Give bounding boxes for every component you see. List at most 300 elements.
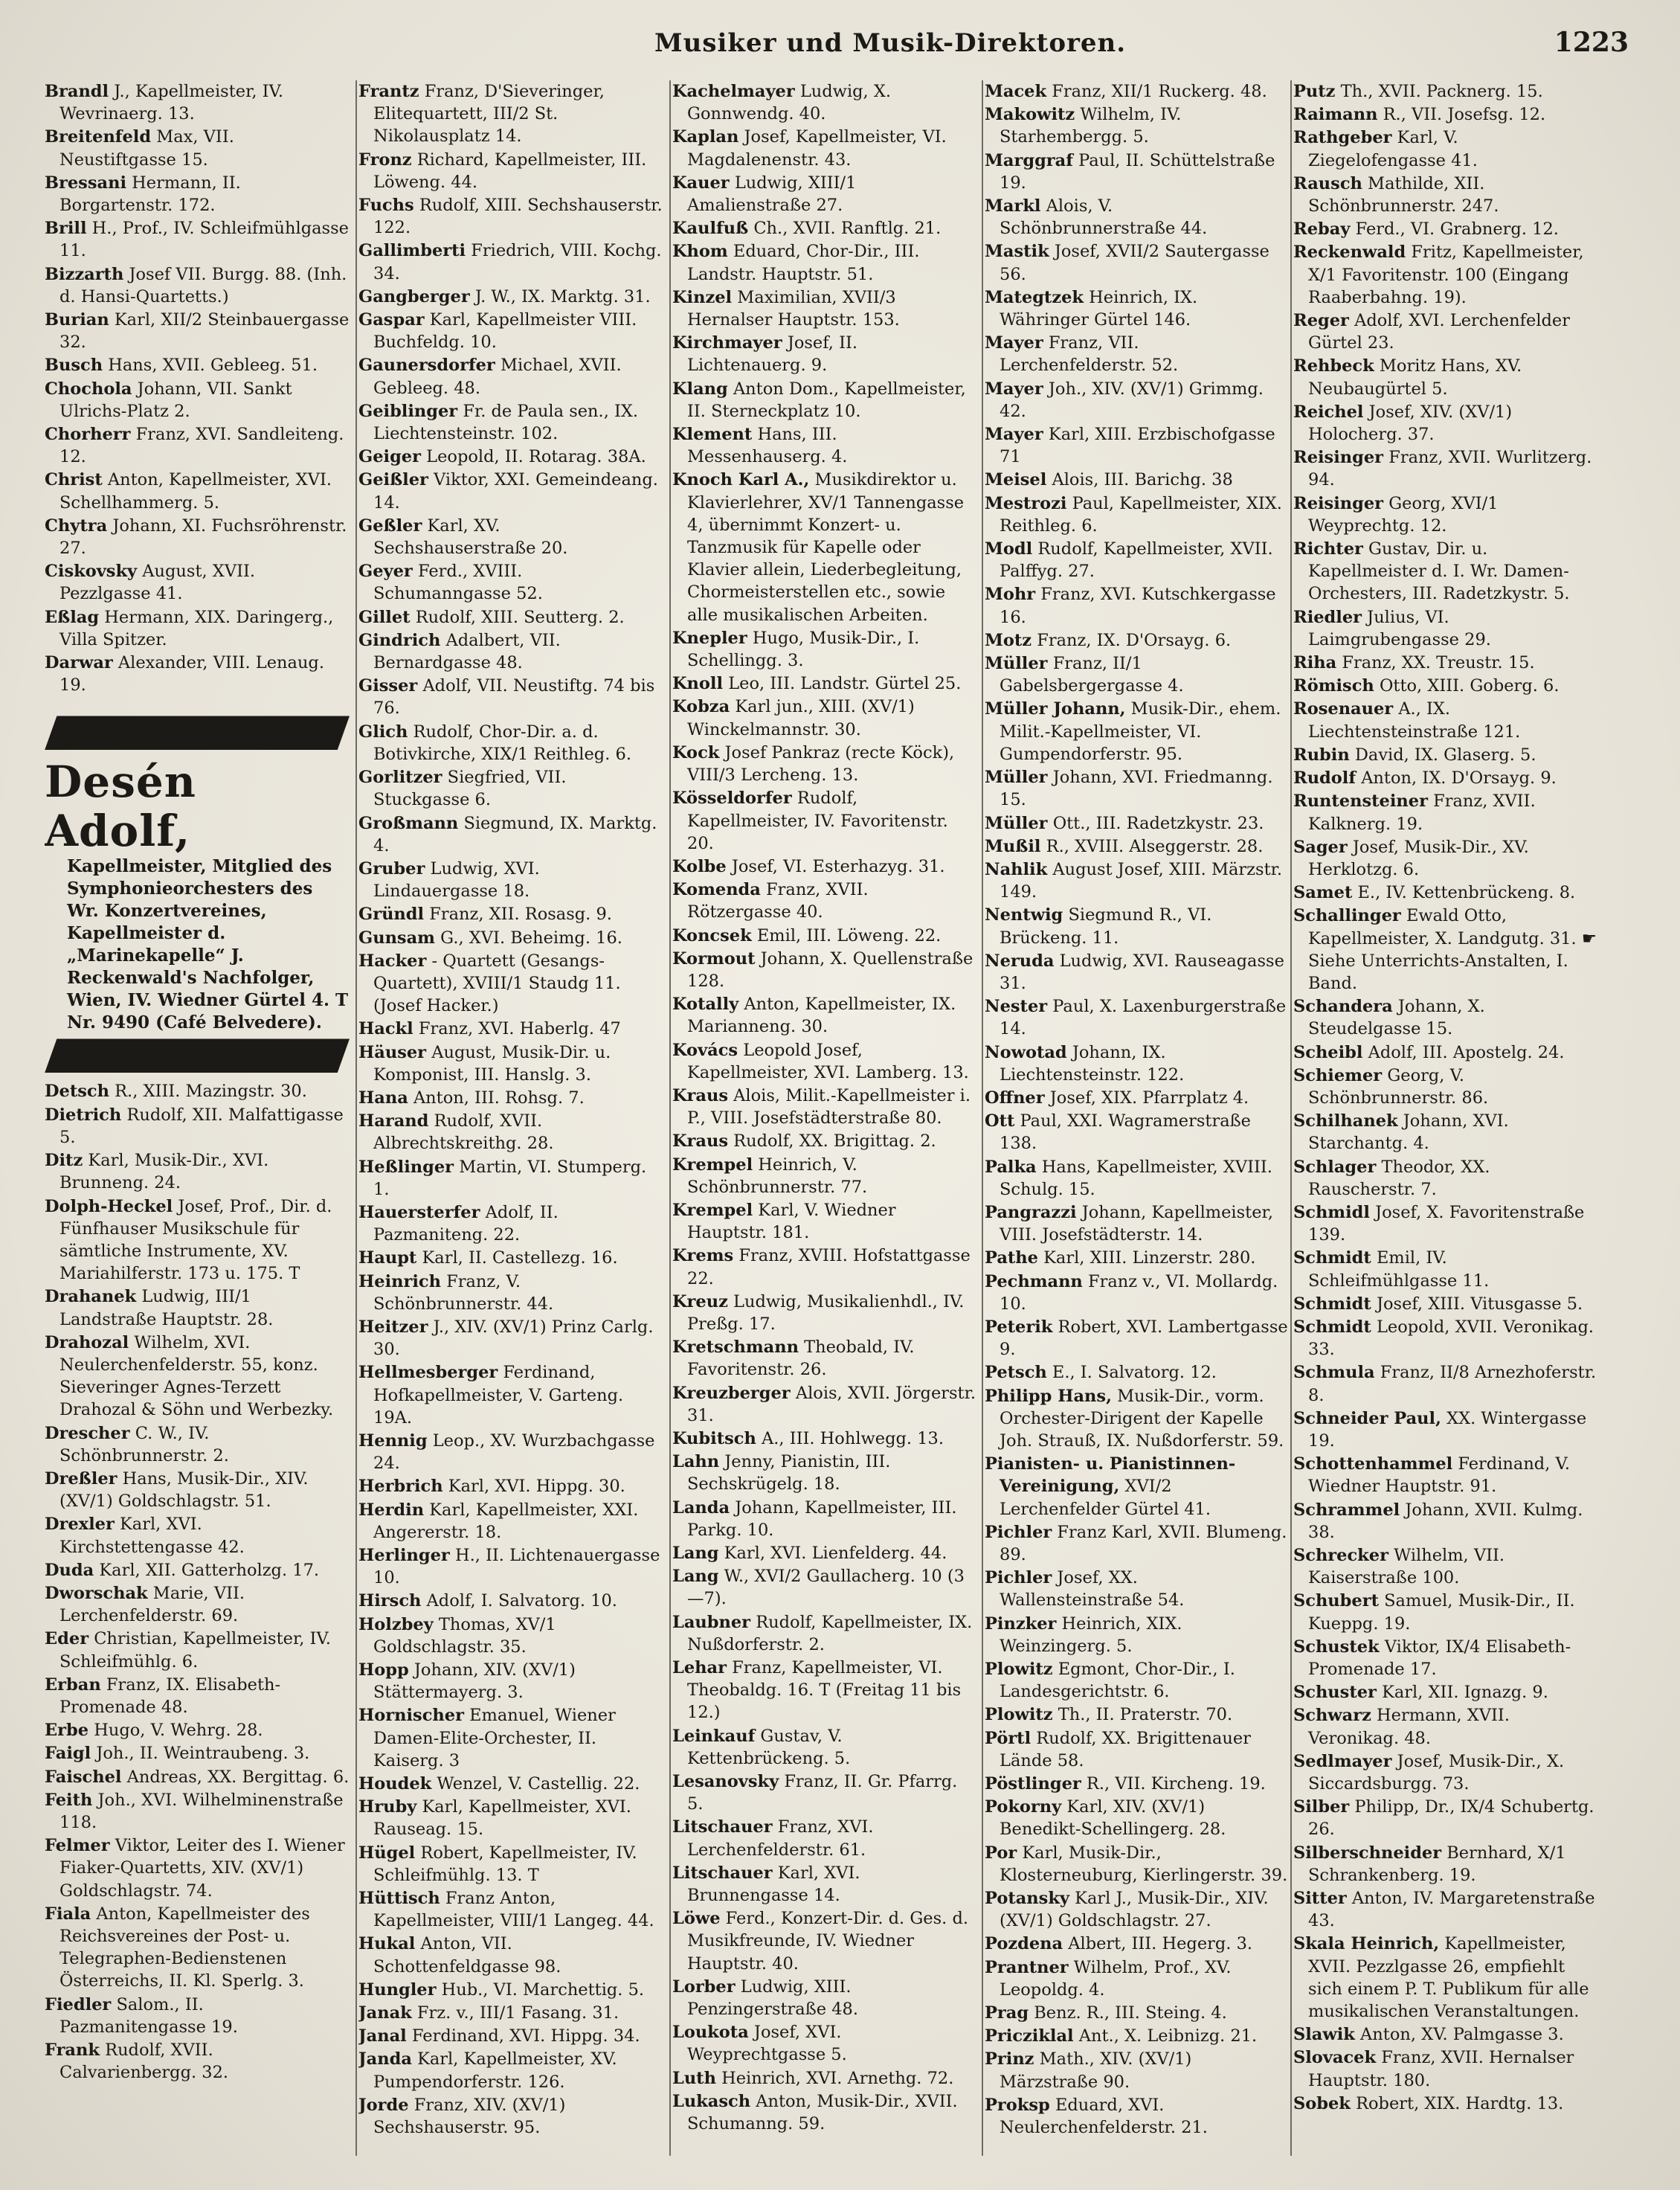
directory-entry (358, 446, 663, 468)
entry-details: Josef, XIII. Vitusgasse 5. (1376, 1294, 1583, 1314)
directory-entry (672, 1976, 977, 2020)
entry-details: Friedrich, VIII. Kochg. 34. (373, 241, 662, 283)
directory-entry (985, 583, 1290, 628)
directory-entry (985, 1385, 1290, 1453)
entry-details: Josef, XVII/2 Sautergasse 56. (1000, 242, 1269, 284)
directory-entry (672, 1497, 977, 1541)
directory-entry (985, 2002, 1290, 2024)
entry-name: Klement (672, 425, 753, 445)
directory-entry (358, 1018, 663, 1040)
entry-name: Geiger (358, 447, 421, 467)
entry-details: Franz v., VI. Mollardg. 10. (1000, 1271, 1278, 1314)
entry-name: Häuser (358, 1042, 427, 1062)
entry-details: Viktor, IX/4 Elisabeth-Promenade 17. (1308, 1637, 1571, 1680)
directory-entry (985, 286, 1290, 331)
entry-details: Hans, Musik-Dir., XIV. (XV/1) Goldschlagstr. 51. (59, 1468, 309, 1512)
entry-details: Paul, XXI. Wagramerstraße 138. (1000, 1111, 1251, 1154)
directory-entry (672, 1816, 977, 1860)
directory-entry (1293, 1041, 1598, 1064)
directory-entry (672, 948, 977, 992)
entry-name: Krems (672, 1246, 734, 1266)
entry-name: Mohr (985, 585, 1036, 605)
entry-details: Jenny, Pianistin, III. Sechskrügelg. 18. (687, 1452, 891, 1494)
entry-name: Ott (985, 1111, 1015, 1131)
entry-details: Marie, VII. Lerchenfelderstr. 69. (59, 1583, 245, 1626)
entry-name: Gaspar (358, 310, 425, 330)
entry-name: Müller Johann, (985, 699, 1126, 719)
directory-entry (985, 1247, 1290, 1269)
entry-details: Franz, II/8 Arnezhoferstr. 8. (1308, 1363, 1597, 1405)
entry-name: Gorlitzer (358, 768, 442, 788)
entry-details: R., VII. Josefsg. 12. (1383, 105, 1546, 125)
directory-entry (672, 742, 977, 786)
directory-entry (358, 1361, 663, 1429)
entry-details: Johann, IX. Liechtensteinstr. 122. (1000, 1042, 1185, 1085)
entry-name: Burian (45, 310, 109, 330)
directory-entry (358, 1796, 663, 1840)
directory-entry (1293, 1453, 1598, 1497)
directory-entry (672, 1154, 977, 1198)
entry-name: Kreuz (672, 1291, 728, 1311)
entry-details: Adolf, XVI. Lerchenfelder Gürtel 23. (1308, 311, 1570, 353)
entry-name: Christ (45, 470, 103, 490)
entry-name: Palka (985, 1157, 1037, 1177)
entry-details: Wenzel, V. Castellig. 22. (437, 1774, 640, 1794)
directory-entry (672, 1770, 977, 1815)
entry-name: Gallimberti (358, 241, 466, 261)
entry-details: G., XVI. Beheimg. 16. (440, 928, 622, 948)
entry-details: Michael, XVII. Gebleeg. 48. (373, 356, 622, 398)
directory-entry (45, 1766, 350, 1788)
entry-name: Kock (672, 742, 720, 762)
directory-entry (45, 1104, 350, 1149)
entry-name: Meisel (985, 470, 1047, 490)
directory-entry (985, 1361, 1290, 1384)
entry-name: Hacker (358, 951, 427, 971)
entry-name: Petsch (985, 1363, 1047, 1383)
entry-details: Siegmund R., VI. Brückeng. 11. (1000, 905, 1212, 948)
entry-details: Emil, IV. Schleifmühlgasse 11. (1308, 1248, 1490, 1291)
entry-details: Karl, XIII. Erzbischofgasse 71 (1000, 425, 1275, 467)
entry-name: Sager (1293, 837, 1348, 857)
entry-details: Anton Dom., Kapellmeister, II. Sterneckplatz 10. (687, 379, 966, 421)
directory-entry (985, 195, 1290, 240)
entry-details: Johann, X. Steudelgasse 15. (1308, 997, 1485, 1039)
entry-details: Ferdinand, Hofkapellmeister, V. Garteng. 19A. (373, 1363, 624, 1428)
directory-entry (358, 903, 663, 925)
entry-name: Nentwig (985, 905, 1063, 925)
entry-details: Karl, Musik-Dir., Klosterneuburg, Kierlingerstr. 39. (1000, 1843, 1288, 1885)
entry-name: Kauer (672, 173, 730, 193)
entry-details: Hermann, II. Borgartenstr. 172. (59, 173, 241, 216)
directory-entry (985, 103, 1290, 148)
directory-entry (672, 1451, 977, 1495)
entry-details: Max, VII. Neustiftgasse 15. (59, 127, 234, 170)
entry-details: Rudolf, Kapellmeister, XVII. Palffyg. 27. (1000, 539, 1273, 582)
entry-list (45, 80, 350, 696)
directory-entry (45, 1719, 350, 1741)
entry-details: Karl, XVI. Kirchstettengasse 42. (59, 1515, 245, 1557)
entry-name: Krempel (672, 1155, 753, 1175)
directory-entry (358, 766, 663, 811)
directory-entry (672, 1336, 977, 1381)
directory-entry (985, 240, 1290, 285)
entry-details: Rudolf, XIII. Seutterg. 2. (415, 607, 625, 627)
entry-name: Heitzer (358, 1317, 428, 1337)
entry-name: Mategtzek (985, 287, 1084, 307)
directory-entry (358, 194, 663, 239)
directory-entry (45, 469, 350, 513)
directory-entry (672, 1428, 977, 1450)
entry-name: Pozdena (985, 1934, 1063, 1954)
directory-entry (358, 1659, 663, 1703)
entry-details: Richard, Kapellmeister, III. Löweng. 44. (373, 150, 647, 192)
entry-details: August, XVII. Pezzlgasse 41. (59, 562, 256, 604)
entry-name: Kraus (672, 1131, 729, 1152)
directory-entry (985, 904, 1290, 948)
entry-name: Fronz (358, 150, 412, 170)
entry-name: Pangrazzi (985, 1202, 1077, 1222)
entry-details: Karl, II. Castellezg. 16. (422, 1248, 618, 1268)
entry-details: Alexander, VIII. Lenaug. 19. (59, 653, 324, 696)
entry-details: Anton, IV. Margaretenstraße 43. (1308, 1889, 1595, 1931)
entry-name: Schandera (1293, 997, 1393, 1017)
directory-entry (45, 172, 350, 216)
entry-name: Pianisten- u. Pianistinnen-Vereinigung, (985, 1454, 1236, 1497)
directory-entry (45, 1582, 350, 1627)
entry-name: Kretschmann (672, 1338, 799, 1358)
entry-name: Schmidt (1293, 1248, 1371, 1268)
entry-name: Hungler (358, 1979, 437, 2000)
column-4 (985, 80, 1290, 2163)
entry-name: Schuster (1293, 1683, 1377, 1703)
entry-details: Paul, Kapellmeister, XIX. Reithleg. 6. (1000, 493, 1282, 536)
entry-name: Schneider Paul, (1293, 1408, 1441, 1428)
entry-name: Hirsch (358, 1591, 422, 1611)
directory-entry (985, 80, 1290, 103)
directory-entry (1293, 1842, 1598, 1886)
entry-name: Holzbey (358, 1614, 434, 1634)
entry-name: Lahn (672, 1452, 720, 1472)
entry-name: Philipp Hans, (985, 1386, 1112, 1406)
directory-entry (985, 1956, 1290, 2001)
entry-details: Franz, IX. Elisabeth-Promenade 48. (59, 1674, 281, 1717)
entry-name: Hana (358, 1088, 408, 1108)
entry-details: Karl J., Musik-Dir., XIV. (XV/1) Goldschlagstr. 27. (1000, 1889, 1269, 1931)
entry-details: Martin, VI. Stumperg. 1. (373, 1157, 647, 1199)
directory-entry (1293, 80, 1598, 103)
entry-name: Richter (1293, 539, 1363, 559)
entry-name: Busch (45, 356, 103, 376)
directory-entry (985, 629, 1290, 652)
entry-details: Ludwig, XVI. Rauseagasse 31. (1000, 951, 1284, 993)
directory-entry (672, 1245, 977, 1289)
column-1 (45, 80, 350, 2163)
entry-details: Emanuel, Wiener Damen-Elite-Orchester, II. Kaiserg. 3 (373, 1706, 616, 1770)
entry-details: Siegmund, IX. Marktg. 4. (373, 813, 657, 855)
entry-name: Großmann (358, 813, 459, 833)
entry-name: Silber (1293, 1797, 1350, 1817)
directory-entry (358, 2002, 663, 2024)
directory-entry (45, 606, 350, 651)
entry-details: Anton, Kapellmeister, XVI. Schellhammerg. 5. (59, 470, 332, 513)
entry-details: Franz Karl, XVII. Blumeng. 89. (1000, 1522, 1287, 1564)
directory-entry (45, 80, 350, 125)
entry-name: Samet (1293, 883, 1353, 903)
entry-name: Marggraf (985, 150, 1073, 170)
directory-entry (672, 855, 977, 878)
directory-entry (358, 858, 663, 902)
directory-entry (985, 766, 1290, 811)
entry-name: Pechmann (985, 1271, 1083, 1291)
entry-name: Ditz (45, 1151, 83, 1171)
entry-name: Schmidl (1293, 1202, 1370, 1222)
entry-details: Johann, XVI. Starchantg. 4. (1308, 1111, 1509, 1154)
entry-details: Ferdinand, XVI. Hippg. 34. (411, 2026, 640, 2046)
directory-entry (45, 1422, 350, 1467)
entry-name: Schmula (1293, 1363, 1375, 1383)
entry-details: Adolf, I. Salvatorg. 10. (426, 1591, 617, 1611)
directory-entry (45, 1994, 350, 2038)
directory-entry (1293, 606, 1598, 651)
entry-details: Th., XVII. Packnerg. 15. (1340, 82, 1543, 101)
entry-details: Anton, IX. D'Orsayg. 9. (1361, 768, 1557, 789)
directory-entry (358, 354, 663, 399)
directory-entry (45, 1080, 350, 1102)
entry-details: E., I. Salvatorg. 12. (1052, 1363, 1217, 1383)
entry-details: Karl, Kapellmeister, XXI. Angererstr. 18. (373, 1500, 639, 1542)
entry-name: Motz (985, 630, 1032, 650)
entry-name: Silberschneider (1293, 1843, 1442, 1863)
directory-entry (1293, 995, 1598, 1040)
entry-details: Alois, XVII. Jörgerstr. 31. (687, 1383, 976, 1425)
entry-name: Schlager (1293, 1157, 1377, 1177)
entry-name: Römisch (1293, 676, 1374, 696)
entry-details: H., II. Lichtenauergasse 10. (373, 1546, 660, 1588)
entry-name: Ciskovsky (45, 562, 138, 582)
entry-name: Kinzel (672, 287, 733, 307)
entry-details: Hermann, XIX. Daringerg., Villa Spitzer. (59, 607, 334, 649)
directory-entry (1293, 1201, 1598, 1246)
directory-entry (358, 927, 663, 949)
entry-details: Joh., XVI. Wilhelminenstraße 118. (59, 1790, 344, 1832)
entry-name: Müller (985, 813, 1048, 833)
directory-entry (1293, 1065, 1598, 1109)
entry-details: J., Kapellmeister, IV. Wevrinaerg. 13. (59, 82, 284, 124)
entry-name: Darwar (45, 653, 113, 673)
entry-details: J. W., IX. Marktg. 31. (474, 286, 651, 306)
entry-name: Pokorny (985, 1797, 1062, 1817)
directory-entry (358, 1247, 663, 1269)
column-5 (1293, 80, 1598, 2163)
entry-name: Brandl (45, 82, 109, 101)
entry-name: Pathe (985, 1248, 1038, 1268)
directory-entry (985, 1613, 1290, 1657)
entry-name: Schwarz (1293, 1706, 1371, 1726)
column-divider (355, 80, 357, 2156)
entry-name: Rubin (1293, 745, 1350, 765)
entry-details: Anton, VII. Schottenfeldgasse 98. (373, 1934, 561, 1977)
entry-details: Karl, XIV. (XV/1) Benedikt-Schellingerg. 28. (1000, 1797, 1226, 1840)
entry-details: Karl, XII. Gatterholzg. 17. (99, 1560, 320, 1580)
entry-name: Geyer (358, 562, 413, 582)
entry-name: Rosenauer (1293, 699, 1394, 719)
directory-entry (358, 1842, 663, 1886)
entry-name: Gunsam (358, 928, 435, 948)
entry-details: Johann, XIV. (XV/1) Stättermayerg. 3. (373, 1660, 576, 1703)
entry-details: Salom., II. Pazmanitengasse 19. (59, 1994, 238, 2037)
directory-entry (45, 378, 350, 423)
entry-name: Fiala (45, 1904, 91, 1924)
directory-entry (358, 2094, 663, 2139)
directory-entry (45, 2039, 350, 2084)
entry-name: Frantz (358, 82, 419, 101)
entry-details: Franz, XVII. Hernalser Hauptstr. 180. (1308, 2048, 1574, 2090)
entry-details: Fritz, Kapellmeister, X/1 Favoritenstr. 100 (Eingang Raaberbahng. 19). (1308, 243, 1584, 307)
ad-bar-bottom (45, 1038, 350, 1073)
entry-name: Mußil (985, 836, 1041, 856)
directory-entry (985, 698, 1290, 765)
directory-entry (45, 1903, 350, 1993)
directory-entry (1293, 882, 1598, 904)
directory-entry (1293, 836, 1598, 881)
entry-name: Drahanek (45, 1287, 137, 1307)
entry-name: Hopp (358, 1660, 409, 1680)
entry-details: Math., XIV. (XV/1) Märzstraße 90. (1000, 2049, 1192, 2092)
entry-details: Heinrich, XIX. Weinzingerg. 5. (1000, 1613, 1182, 1656)
entry-details: Eduard, XVI. Neulerchenfelderstr. 21. (1000, 2095, 1208, 2138)
entry-name: Slawik (1293, 2025, 1355, 2045)
entry-name: Geßler (358, 516, 422, 536)
directory-entry (1293, 1590, 1598, 1634)
entry-details: H., Prof., IV. Schleifmühlgasse 11. (59, 219, 349, 261)
directory-entry (358, 606, 663, 629)
directory-entry (45, 1559, 350, 1582)
entry-name: Knoll (672, 674, 724, 694)
directory-entry (672, 80, 977, 125)
entry-name: Prantner (985, 1957, 1069, 1977)
directory-entry (985, 2048, 1290, 2093)
entry-details: XVI/2 Lerchenfelder Gürtel 41. (1000, 1477, 1211, 1519)
entry-name: Schottenhammel (1293, 1454, 1453, 1474)
entry-list (672, 80, 977, 2135)
entry-name: Hennig (358, 1430, 428, 1451)
entry-name: Pöstlinger (985, 1774, 1081, 1794)
entry-details: Benz. R., III. Steing. 4. (1034, 2003, 1227, 2023)
entry-name: Geißler (358, 470, 428, 490)
directory-entry (358, 721, 663, 765)
directory-entry (985, 1703, 1290, 1726)
entry-details: Leopold, II. Rotarag. 38A. (426, 447, 646, 467)
directory-entry (672, 1657, 977, 1724)
entry-name: Gruber (358, 858, 425, 879)
entry-name: Potansky (985, 1889, 1069, 1909)
directory-entry (1293, 2023, 1598, 2046)
entry-name: Janda (358, 2049, 412, 2069)
entry-details: Franz, XVI. Haberlg. 47 (418, 1019, 621, 1039)
directory-entry (1293, 401, 1598, 446)
entry-details: Anton, Musik-Dir., XVII. Schumanng. 59. (687, 2091, 958, 2134)
entry-details: Franz, XIV. (XV/1) Sechshauserstr. 95. (373, 2095, 566, 2138)
entry-name: Duda (45, 1560, 94, 1580)
directory-entry (985, 469, 1290, 491)
entry-name: Lukasch (672, 2091, 751, 2111)
entry-details: Gustav, Dir. u. Kapellmeister d. I. Wr. Damen-Orchesters, III. Radetzkystr. 5. (1308, 539, 1570, 604)
directory-entry (358, 1887, 663, 1932)
entry-name: Hackl (358, 1019, 413, 1039)
entry-details: Franz, II/1 Gabelsbergergasse 4. (1000, 654, 1184, 696)
entry-name: Makowitz (985, 105, 1075, 125)
directory-entry (985, 1933, 1290, 1955)
entry-name: Schallinger (1293, 906, 1401, 926)
directory-entry (985, 1773, 1290, 1795)
entry-name: Putz (1293, 82, 1336, 101)
entry-name: Chorherr (45, 425, 131, 445)
directory-entry (358, 240, 663, 284)
entry-details: Rudolf, XVII. Calvarienbergg. 32. (59, 2040, 229, 2083)
entry-details: Rudolf, XIII. Sechshauserstr. 122. (373, 196, 663, 238)
directory-entry (45, 1789, 350, 1834)
entry-name: Rebay (1293, 219, 1351, 240)
directory-entry (358, 1271, 663, 1315)
entry-details: Georg, XVI/1 Weyprechtg. 12. (1308, 493, 1499, 536)
entry-details: Josef VII. Burgg. 88. (Inh. d. Hansi-Quartetts.) (59, 264, 347, 306)
directory-entry (672, 469, 977, 626)
directory-entry (1293, 1499, 1598, 1544)
column-divider (982, 80, 983, 2156)
entry-name: Pichler (985, 1568, 1052, 1588)
entry-details: Heinrich, V. Schönbrunnerstr. 77. (687, 1155, 868, 1197)
entry-details: Alois, V. Schönbrunnerstraße 44. (1000, 196, 1208, 239)
entry-details: Thomas, XV/1 Goldschlagstr. 35. (373, 1614, 556, 1657)
entry-name: Hruby (358, 1797, 417, 1817)
entry-details: Wilhelm, Prof., XV. Leopoldg. 4. (1000, 1957, 1232, 2000)
entry-details: Johann, Kapellmeister, VIII. Josefstädterstr. 14. (1000, 1202, 1273, 1245)
directory-entry (45, 1628, 350, 1672)
directory-entry (1293, 1681, 1598, 1703)
entry-details: Adalbert, VII. Bernardgasse 48. (373, 630, 561, 673)
entry-name: Leinkauf (672, 1726, 756, 1746)
entry-name: Kachelmayer (672, 82, 795, 101)
directory-entry (45, 309, 350, 353)
directory-entry (672, 1611, 977, 1656)
entry-details: Karl, XV. Sechshauserstraße 20. (373, 516, 568, 559)
entry-details: Franz Anton, Kapellmeister, VIII/1 Langeg. 44. (373, 1889, 654, 1931)
entry-details: Karl, Kapellmeister, XVI. Rauseag. 15. (373, 1797, 631, 1840)
entry-details: Theobald, IV. Favoritenstr. 26. (687, 1338, 915, 1380)
entry-details: J., XIV. (XV/1) Prinz Carlg. 30. (373, 1317, 654, 1360)
entry-details: Anton, Kapellmeister, IX. Marianneng. 30. (687, 995, 956, 1037)
directory-entry (1293, 1293, 1598, 1315)
entry-details: Karl, V. Ziegelofengasse 41. (1308, 128, 1478, 170)
entry-details: David, IX. Glaserg. 5. (1354, 745, 1536, 765)
directory-entry (985, 423, 1290, 468)
entry-name: Kirchmayer (672, 333, 782, 353)
entry-name: Herlinger (358, 1546, 450, 1565)
entry-details: Paul, X. Laxenburgerstraße 14. (1000, 997, 1287, 1039)
directory-entry (358, 1201, 663, 1246)
entry-name: Kubitsch (672, 1428, 756, 1448)
entry-name: Breitenfeld (45, 127, 152, 147)
directory-entry (1293, 767, 1598, 789)
entry-name: Müller (985, 654, 1048, 674)
entry-name: Loukota (672, 2023, 749, 2043)
directory-entry (1293, 355, 1598, 399)
entry-details: Leo, III. Landstr. Gürtel 25. (728, 674, 962, 694)
directory-entry (672, 1725, 977, 1770)
directory-entry (985, 2094, 1290, 2139)
entry-name: Schmidt (1293, 1317, 1371, 1337)
